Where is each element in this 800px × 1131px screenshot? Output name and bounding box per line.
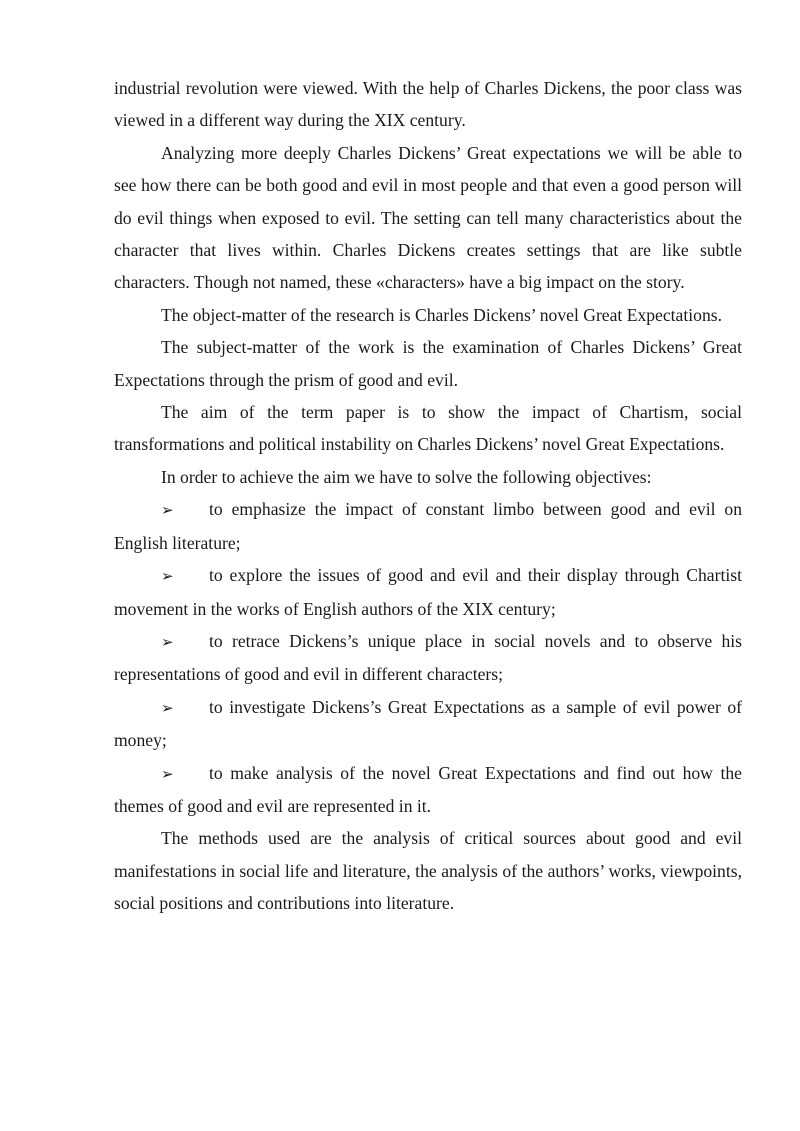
paragraph-aim: The aim of the term paper is to show the impact of Chartism, social transformations and political instability on Charles Dickens’ novel Great Expectations. [114,402,742,455]
objective-text: to retrace Dickens’s unique place in social novels and to observe his representations of good and evil in different characters; [114,630,742,685]
objective-text: to investigate Dickens’s Great Expectations as a sample of evil power of money; [114,696,742,751]
objective-item [114,625,742,691]
paragraph-object-matter: The object-matter of the research is Charles Dickens’ novel Great Expectations. [161,304,722,325]
paragraph-subject-matter: The subject-matter of the work is the examination of Charles Dickens’ Great Expectations through the prism of good and evil. [114,337,742,390]
objective-text: to emphasize the impact of constant limbo between good and evil on English literature; [114,499,742,553]
arrow-bullet-icon: ➢ [161,764,174,783]
objective-item [114,493,742,559]
objective-item [114,691,742,757]
arrow-bullet-icon: ➢ [161,501,174,520]
objective-text: to make analysis of the novel Great Expectations and find out how the themes of good and evil are represented in it. [114,762,742,816]
paragraph-methods: The methods used are the analysis of critical sources about good and evil manifestations in social life and literature, the analysis of the authors’ works, viewpoints, social positions and contributions into literature. [114,828,742,914]
paragraph-analysis: Analyzing more deeply Charles Dickens’ Great expectations we will be able to see how there can be both good and evil in most people and that even a good person will do evil things when exposed to evil. The setting can tell many characteristics about the character that lives within. Charles Dickens creates settings that are like subtle characters. Though not named, these «characters» have a big impact on the story. [114,142,742,293]
objective-item [114,559,742,625]
paragraph-continuation: industrial revolution were viewed. With the help of Charles Dickens, the poor class was viewed in a different way during the XIX century. [114,78,742,131]
arrow-bullet-icon: ➢ [161,567,174,586]
paragraph-objectives-intro: In order to achieve the aim we have to solve the following objectives: [161,466,652,487]
objective-item [114,757,742,823]
objective-text: to explore the issues of good and evil and their display through Chartist movement in the works of English authors of the XIX century; [114,565,742,619]
arrow-bullet-icon: ➢ [161,632,174,651]
arrow-bullet-icon: ➢ [161,698,174,717]
document-page [114,72,742,920]
